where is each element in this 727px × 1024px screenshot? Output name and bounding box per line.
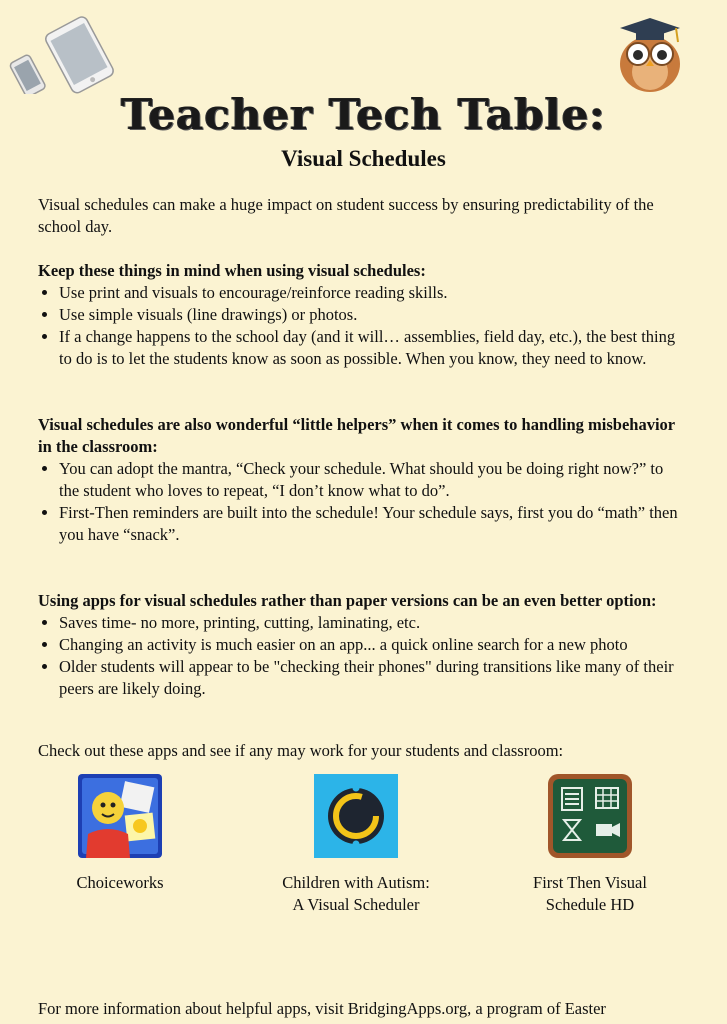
list-item: • If a change happens to the school day (and it will… assemblies, field day, etc.), the best thing to do is to let the students know as soon as possible. When you know, they need to know. — [59, 326, 678, 370]
list-item: • Changing an activity is much easier on an app... a quick online search for a new photo — [59, 634, 678, 656]
bullet-list — [38, 612, 678, 700]
page-subtitle: Visual Schedules — [281, 146, 446, 171]
apps-row — [38, 774, 678, 920]
section-heading: Using apps for visual schedules rather than paper versions can be an even better option: — [38, 591, 657, 610]
list-item: • Use print and visuals to encourage/reinforce reading skills. — [59, 282, 678, 304]
list-item: • Saves time- no more, printing, cutting, laminating, etc. — [59, 612, 678, 634]
bullet-list — [38, 282, 678, 370]
app-first-then-visual[interactable] — [490, 774, 690, 916]
apps-intro: Check out these apps and see if any may work for your students and classroom: — [38, 741, 564, 760]
page-title: Teacher Tech Table: — [121, 90, 606, 139]
section-using-apps — [38, 590, 678, 700]
main-content — [38, 194, 678, 920]
list-item: • Use simple visuals (line drawings) or photos. — [59, 304, 678, 326]
graduation-owl-icon — [610, 12, 690, 94]
app-name: First Then Visual Schedule HD — [533, 873, 647, 914]
list-item: • First-Then reminders are built into the schedule! Your schedule says, first you do “math” then you have “snack”. — [59, 502, 678, 546]
list-item: • You can adopt the mantra, “Check your schedule. What should you be doing right now?” to the student who loves to repeat, “I don’t know what to do”. — [59, 458, 678, 502]
footer-text: For more information about helpful apps, visit BridgingApps.org, a program of Easter — [38, 999, 606, 1018]
section-little-helpers — [38, 414, 678, 546]
app-choiceworks[interactable] — [20, 774, 220, 894]
first-then-app-icon[interactable] — [548, 774, 632, 858]
list-item: • Older students will appear to be "checking their phones" during transitions like many of their peers are likely doing. — [59, 656, 678, 700]
app-children-with-autism[interactable] — [256, 774, 456, 916]
app-name: Children with Autism: A Visual Scheduler — [282, 873, 430, 914]
app-name: Choiceworks — [76, 873, 164, 892]
autism-scheduler-app-icon[interactable] — [314, 774, 398, 858]
bullet-list — [38, 458, 678, 546]
section-keep-in-mind — [38, 260, 678, 370]
choiceworks-app-icon[interactable] — [78, 774, 162, 858]
section-heading: Keep these things in mind when using visual schedules: — [38, 261, 426, 280]
phone-tablet-icon — [4, 14, 124, 94]
section-heading: Visual schedules are also wonderful “little helpers” when it comes to handling misbehavior in the classroom: — [38, 415, 675, 456]
intro-paragraph: Visual schedules can make a huge impact on student success by ensuring predictability of the school day. — [38, 195, 654, 236]
